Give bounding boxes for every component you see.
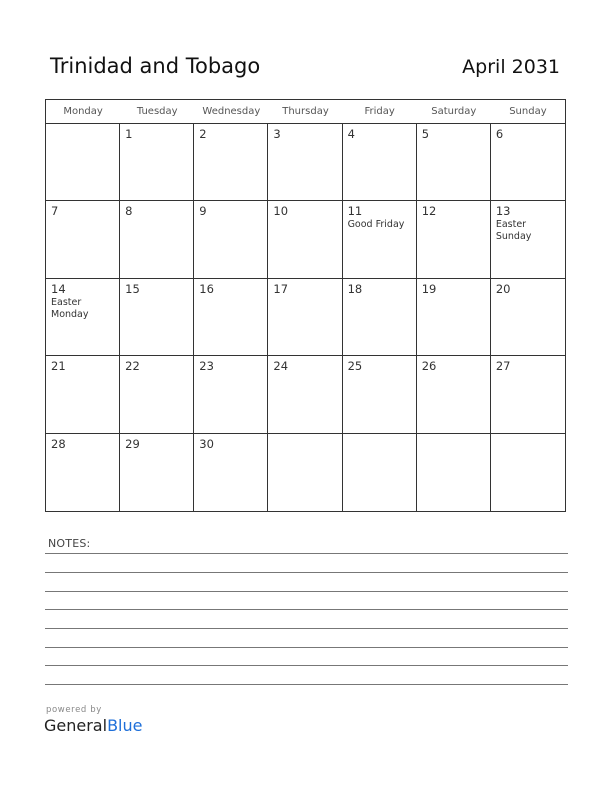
notes-line [45,591,568,592]
day-number: 9 [199,204,207,219]
day-cell [491,434,565,511]
weekday-wednesday: Wednesday [202,106,261,117]
day-number: 3 [273,127,281,141]
day-cell [268,279,342,356]
day-cell [268,124,342,201]
day-number: 13 [495,204,511,219]
day-number: 8 [125,204,133,219]
day-number: 20 [495,281,511,296]
day-cell [194,201,268,278]
day-cell [343,434,417,511]
holiday-label: Good Friday [347,219,405,231]
day-number: 27 [495,359,511,374]
weekday-sunday: Sunday [509,106,547,117]
month-year-label: April 2031 [462,56,560,78]
day-cell [417,434,491,511]
day-cell [194,124,268,201]
day-number: 17 [273,281,289,296]
notes-line [45,609,568,610]
day-number: 15 [125,281,140,296]
day-cell [46,279,120,356]
page-title: Trinidad and Tobago [50,54,261,78]
notes-line [45,628,568,629]
holiday-label: Easter Monday [51,296,89,320]
day-cell [343,279,417,356]
day-number: 4 [347,127,355,141]
day-cell [268,356,342,433]
day-number: 16 [199,281,214,296]
weekday-header-row [46,100,565,124]
day-cell [120,201,194,278]
day-number: 18 [347,281,363,296]
day-cell [194,356,268,433]
day-number: 14 [51,281,66,296]
day-cell [343,201,417,278]
weekday-friday: Friday [364,106,395,117]
day-cell [268,201,342,278]
weeks-grid [46,124,565,511]
day-cell [417,124,491,201]
day-number: 19 [421,281,437,296]
day-number: 29 [125,436,140,451]
day-number: 12 [421,204,437,219]
brand-logo [44,716,142,735]
day-number: 11 [347,204,363,219]
day-number: 23 [199,359,214,374]
day-cell [194,434,268,511]
powered-by-label: powered by [46,705,102,715]
day-cell [46,356,120,433]
day-number: 22 [125,359,140,374]
day-cell [491,201,565,278]
day-cell [268,434,342,511]
weekday-saturday: Saturday [431,106,477,117]
brand-blue-text: Blue [107,716,143,735]
notes-line [45,647,568,648]
day-cell [343,356,417,433]
day-cell [46,434,120,511]
day-cell [417,356,491,433]
weekday-thursday: Thursday [282,106,329,117]
brand-general-text: General [44,716,108,735]
day-number: 1 [125,127,133,141]
day-number: 10 [273,204,289,219]
holiday-label: Easter Sunday [495,219,532,243]
day-number: 2 [199,127,207,141]
day-cell [120,279,194,356]
notes-line [45,572,568,573]
weekday-tuesday: Tuesday [136,106,178,117]
day-number: 6 [495,127,504,141]
calendar-grid [45,99,566,512]
day-number: 25 [347,359,363,374]
day-number: 26 [421,359,437,374]
day-cell [46,201,120,278]
notes-line [45,665,568,666]
day-cell [491,356,565,433]
day-number: 5 [421,127,430,141]
day-cell [120,124,194,201]
day-cell [120,434,194,511]
day-cell [417,279,491,356]
day-number: 30 [199,436,214,451]
day-number: 7 [51,204,59,219]
notes-label: NOTES: [48,537,91,550]
notes-line [45,553,568,554]
day-cell [120,356,194,433]
day-cell [194,279,268,356]
day-cell [343,124,417,201]
day-cell [46,124,120,201]
day-cell [491,124,565,201]
day-cell [417,201,491,278]
day-number: 21 [51,359,66,374]
day-number: 24 [273,359,289,374]
weekday-monday: Monday [63,106,103,117]
day-number: 28 [51,436,66,451]
notes-line [45,684,568,685]
day-cell [491,279,565,356]
